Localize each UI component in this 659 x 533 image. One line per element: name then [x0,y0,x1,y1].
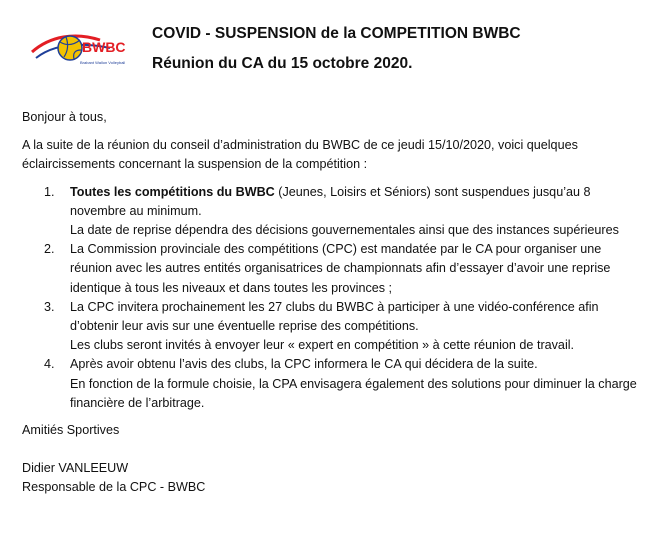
item-number: 2. [44,242,55,257]
list-item [22,355,642,413]
bwbc-logo [30,22,130,72]
volleyball-icon [58,36,82,60]
item-extra: En fonction de la formule choisie, la CPA envisagera également des solutions pour diminuer la charge financière de l’arbitrage. [70,376,637,410]
points-list [22,183,642,413]
logo-tagline: Brabant Wallon Volleyball [80,60,126,65]
item-extra: Les clubs seront invités à envoyer leur « expert en compétition » à cette réunion de travail. [70,338,575,353]
signature-name: Didier VANLEEUW [22,461,129,476]
list-item [22,183,642,241]
item-number: 4. [44,357,55,372]
item-number: 1. [44,184,55,199]
item-text: La CPC invitera prochainement les 27 clubs du BWBC à participer à une vidéo-conférence afin d’obtenir leur avis sur une éventuelle reprise des compétitions. [70,299,599,334]
list-item [22,240,642,298]
letter-body [22,108,642,498]
doc-subtitle: Réunion du CA du 15 octobre 2020. [152,55,413,72]
doc-title: COVID - SUSPENSION de la COMPETITION BWBC [152,25,521,42]
greeting: Bonjour à tous, [22,110,107,124]
item-bold-text: Toutes les compétitions du BWBC [70,184,275,199]
list-item [22,298,642,356]
item-text: La Commission provinciale des compétitions (CPC) est mandatée par le CA pour organiser une réunion avec les autres entités organisatrices de championnats afin d’essayer d’avoir une reprise identique à tous les niveaux et dans toutes les provinces ; [70,242,611,295]
closing: Amitiés Sportives [22,423,120,438]
item-number: 3. [44,299,55,314]
intro-paragraph: A la suite de la réunion du conseil d’administration du BWBC de ce jeudi 15/10/2020, voici quelques éclaircissements concernant la suspension de la compétition : [22,138,578,172]
signature-role: Responsable de la CPC - BWBC [22,480,206,495]
item-extra: La date de reprise dépendra des décisions gouvernementales ainsi que des instances supérieures [70,223,619,238]
item-text: Après avoir obtenu l’avis des clubs, la CPC informera le CA qui décidera de la suite. [70,357,538,372]
item-text: (Jeunes, Loisirs et Séniors) sont suspendues jusqu’au 8 novembre au minimum. [70,184,591,218]
logo-letters: BWBC [82,39,126,55]
